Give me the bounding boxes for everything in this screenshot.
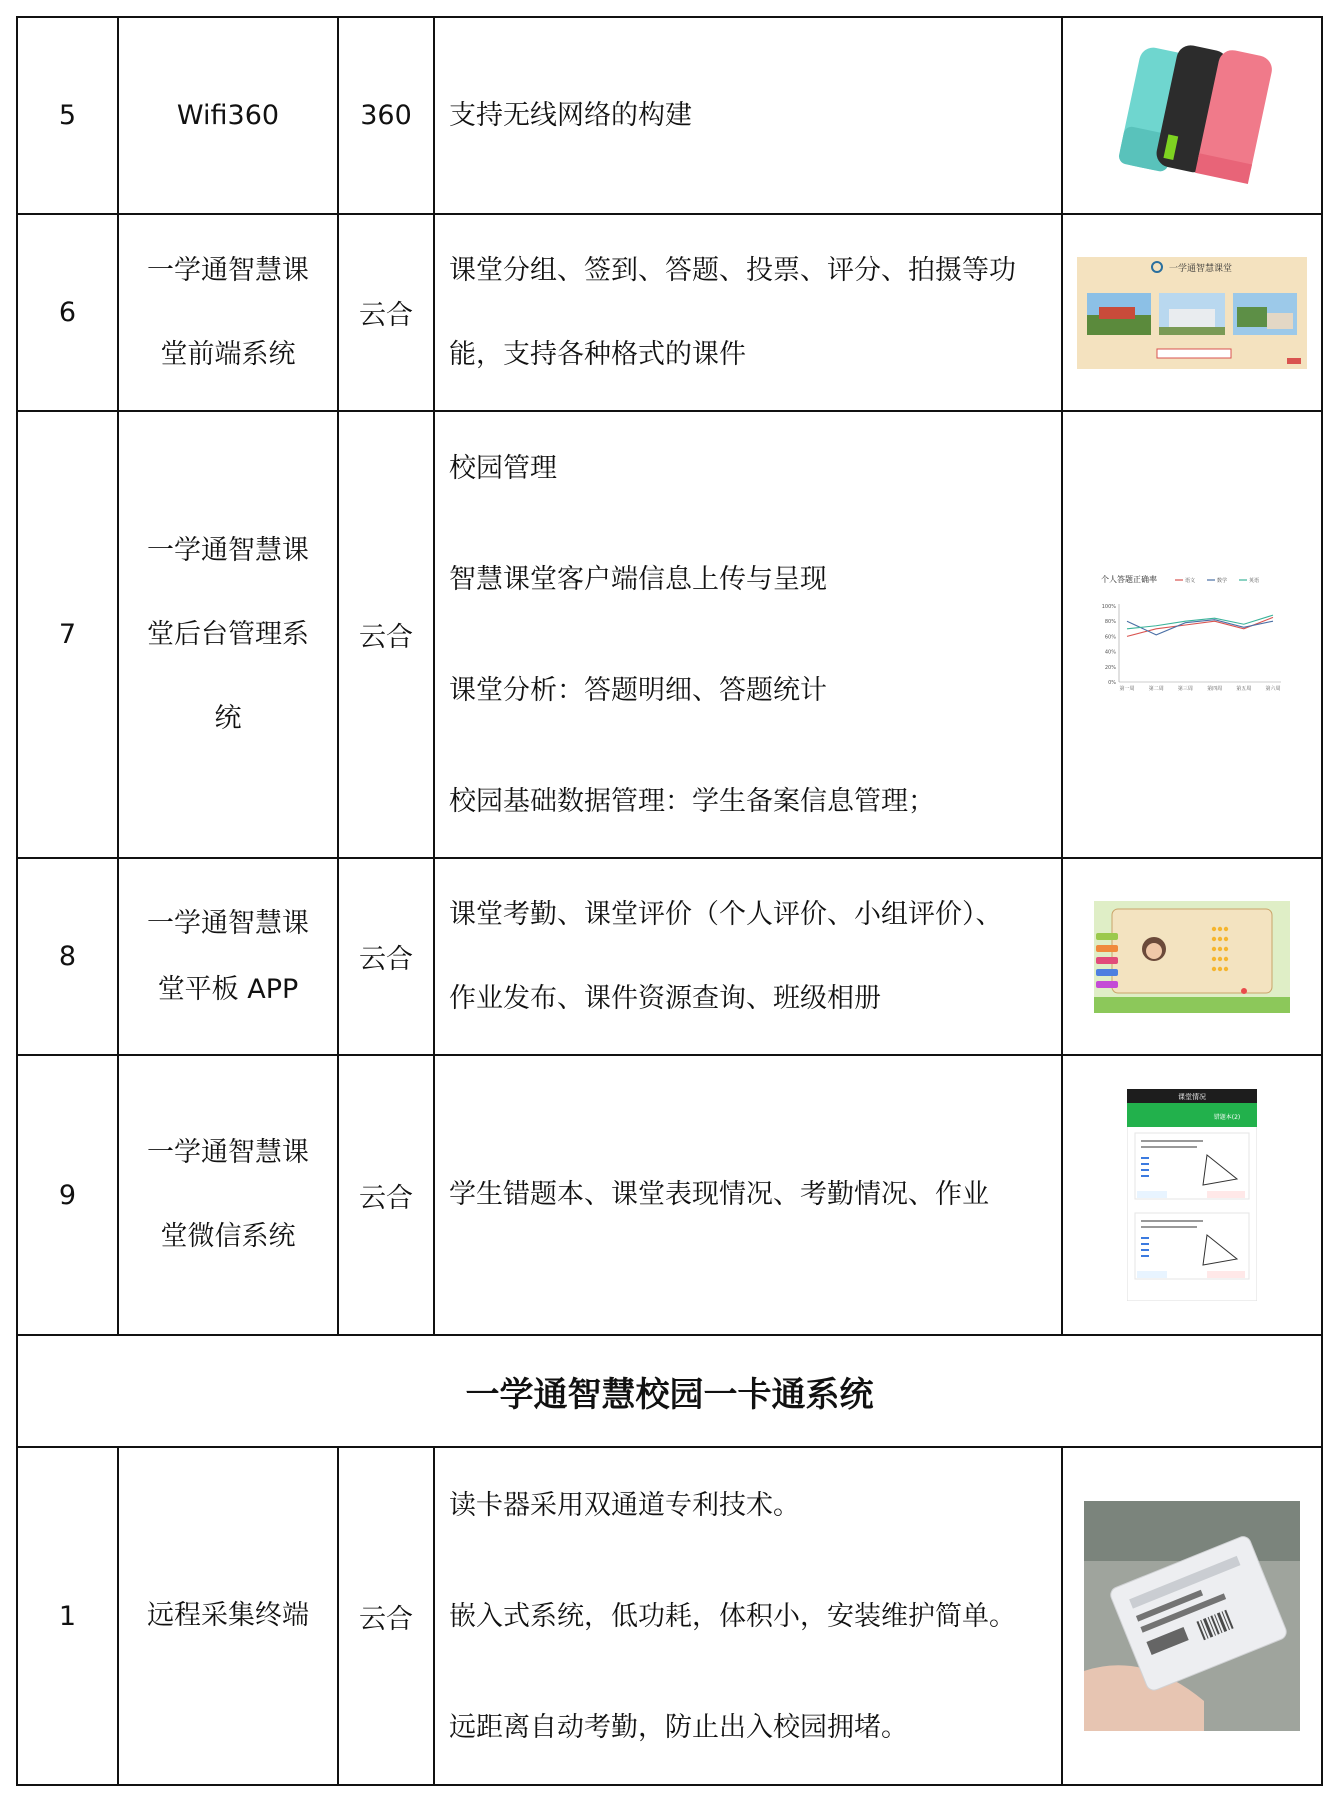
description: 校园管理 智慧课堂客户端信息上传与呈现 课堂分析：答题明细、答题统计 校园基础数据管理：学生备案信息管理； [434, 411, 1062, 858]
brand: 云合 [338, 411, 434, 858]
y-tick-label: 80% [1104, 619, 1116, 626]
row-number: 5 [17, 17, 118, 214]
section-row [17, 1335, 1322, 1447]
legend-label: 英语 [1249, 578, 1260, 584]
row-number: 8 [17, 858, 118, 1055]
product-name: 远程采集终端 [118, 1447, 338, 1785]
y-tick-label: 20% [1104, 664, 1116, 671]
remote-collector-device-photo [1084, 1501, 1300, 1731]
x-tick-label: 第六周 [1265, 686, 1281, 692]
table-row [17, 214, 1322, 411]
product-image [1062, 411, 1322, 858]
tablet-app-screenshot [1094, 901, 1290, 1013]
series-line-3 [1127, 615, 1273, 629]
product-name: 一学通智慧课 堂微信系统 [118, 1055, 338, 1335]
product-name: 一学通智慧课 堂后台管理系 统 [118, 411, 338, 858]
legend-label: 语文 [1185, 578, 1196, 584]
description: 学生错题本、课堂表现情况、考勤情况、作业 [434, 1055, 1062, 1335]
description: 读卡器采用双通道专利技术。 嵌入式系统，低功耗，体积小，安装维护简单。 远距离自动考勤，防止出入校园拥堵。 [434, 1447, 1062, 1785]
y-tick-label: 0% [1108, 680, 1116, 686]
row-number: 9 [17, 1055, 118, 1335]
table-row [17, 17, 1322, 214]
wifi360-usb-dongles [1107, 41, 1277, 191]
brand: 云合 [338, 214, 434, 411]
x-tick-label: 第二周 [1148, 686, 1164, 692]
product-image [1062, 1055, 1322, 1335]
svg-text:错题本(2): 错题本(2) [1213, 1114, 1241, 1121]
row-number: 7 [17, 411, 118, 858]
x-tick-label: 第四周 [1207, 686, 1223, 692]
legend-label: 数学 [1217, 578, 1228, 584]
brand: 360 [338, 17, 434, 214]
brand: 云合 [338, 1447, 434, 1785]
x-tick-label: 第五周 [1236, 686, 1252, 692]
x-tick-label: 第三周 [1177, 686, 1193, 692]
description: 课堂分组、签到、答题、投票、评分、拍摄等功 能，支持各种格式的课件 [434, 214, 1062, 411]
row-number: 1 [17, 1447, 118, 1785]
brand: 云合 [338, 1055, 434, 1335]
product-image [1062, 17, 1322, 214]
table-row [17, 1447, 1322, 1785]
chart-title: 个人答题正确率 [1101, 575, 1157, 584]
product-name: 一学通智慧课 堂前端系统 [118, 214, 338, 411]
y-tick-label: 60% [1104, 634, 1116, 641]
brand: 云合 [338, 858, 434, 1055]
product-name: Wifi360 [118, 17, 338, 214]
product-image [1062, 214, 1322, 411]
product-image [1062, 858, 1322, 1055]
row-number: 6 [17, 214, 118, 411]
table-row [17, 858, 1322, 1055]
y-tick-label: 100% [1101, 604, 1116, 610]
description: 课堂考勤、课堂评价（个人评价、小组评价）、 作业发布、课件资源查询、班级相册 [434, 858, 1062, 1055]
section-title: 一学通智慧校园一卡通系统 [17, 1335, 1322, 1447]
equipment-table [16, 16, 1323, 1786]
wechat-system-screenshot [1127, 1089, 1257, 1301]
description: 支持无线网络的构建 [434, 17, 1062, 214]
smart-classroom-frontend-screenshot [1077, 257, 1307, 369]
table-row [17, 411, 1322, 858]
product-name: 一学通智慧课 堂平板 APP [118, 858, 338, 1055]
product-image [1062, 1447, 1322, 1785]
table-row [17, 1055, 1322, 1335]
svg-text:课堂情况: 课堂情况 [1178, 1093, 1206, 1101]
svg-text:一学通智慧课堂: 一学通智慧课堂 [1169, 263, 1233, 274]
y-tick-label: 40% [1104, 649, 1116, 656]
x-tick-label: 第一周 [1119, 686, 1135, 692]
accuracy-line-chart [1097, 572, 1287, 697]
